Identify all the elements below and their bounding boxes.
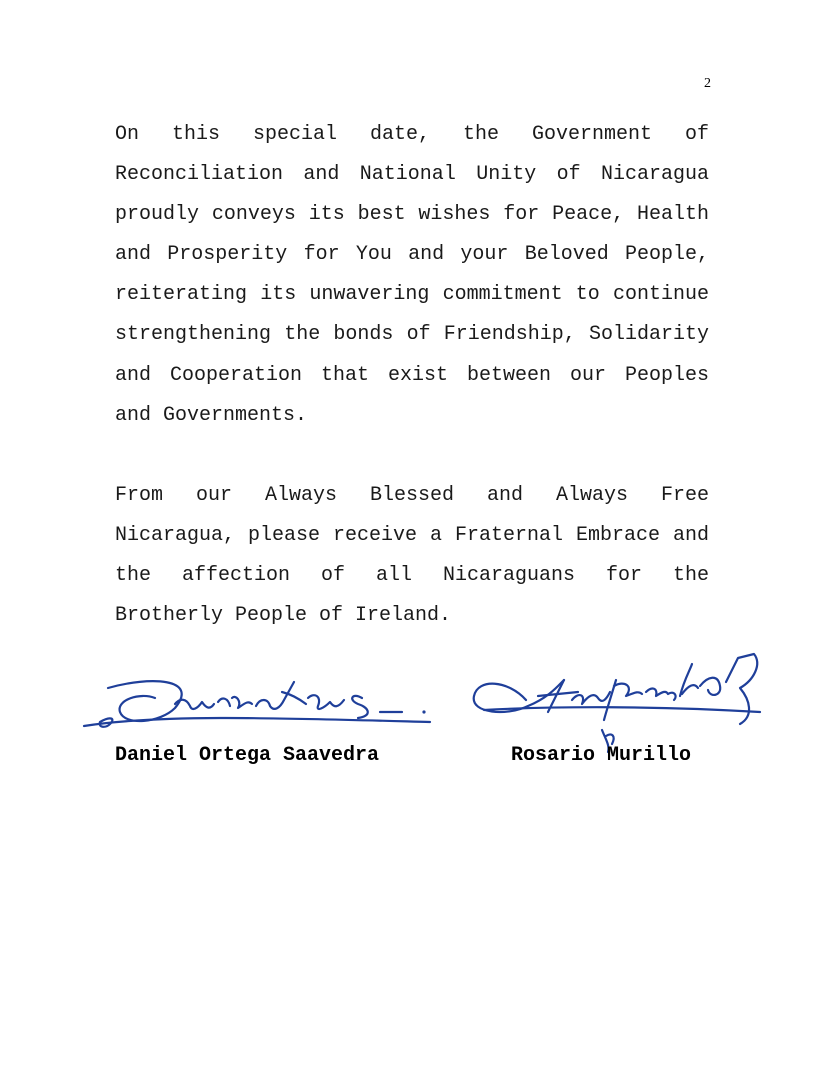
murillo-signature <box>468 640 763 755</box>
signatory-name-murillo: Rosario Murillo <box>511 744 692 767</box>
letter-paragraph-2: From our Always Blessed and Always Free Nicaragua, please receive a Fraternal Embrace and the affection of all Nicaraguans for the Brotherly People of Ireland. <box>115 484 709 628</box>
signatory-name-ortega: Daniel Ortega Saavedra <box>115 744 380 767</box>
ortega-signature <box>80 668 435 740</box>
letter-paragraph-1: On this special date, the Government of Reconciliation and National Unity of Nicaragua proudly conveys its best wishes for Peace, Health and Prosperity for You and your Beloved People, reiterating its unwavering commitment to continue strengthening the bonds of Friendship, Solidarity and Cooperation that exist between our Peoples and Governments. <box>115 123 709 427</box>
page-number: 2 <box>704 76 711 91</box>
